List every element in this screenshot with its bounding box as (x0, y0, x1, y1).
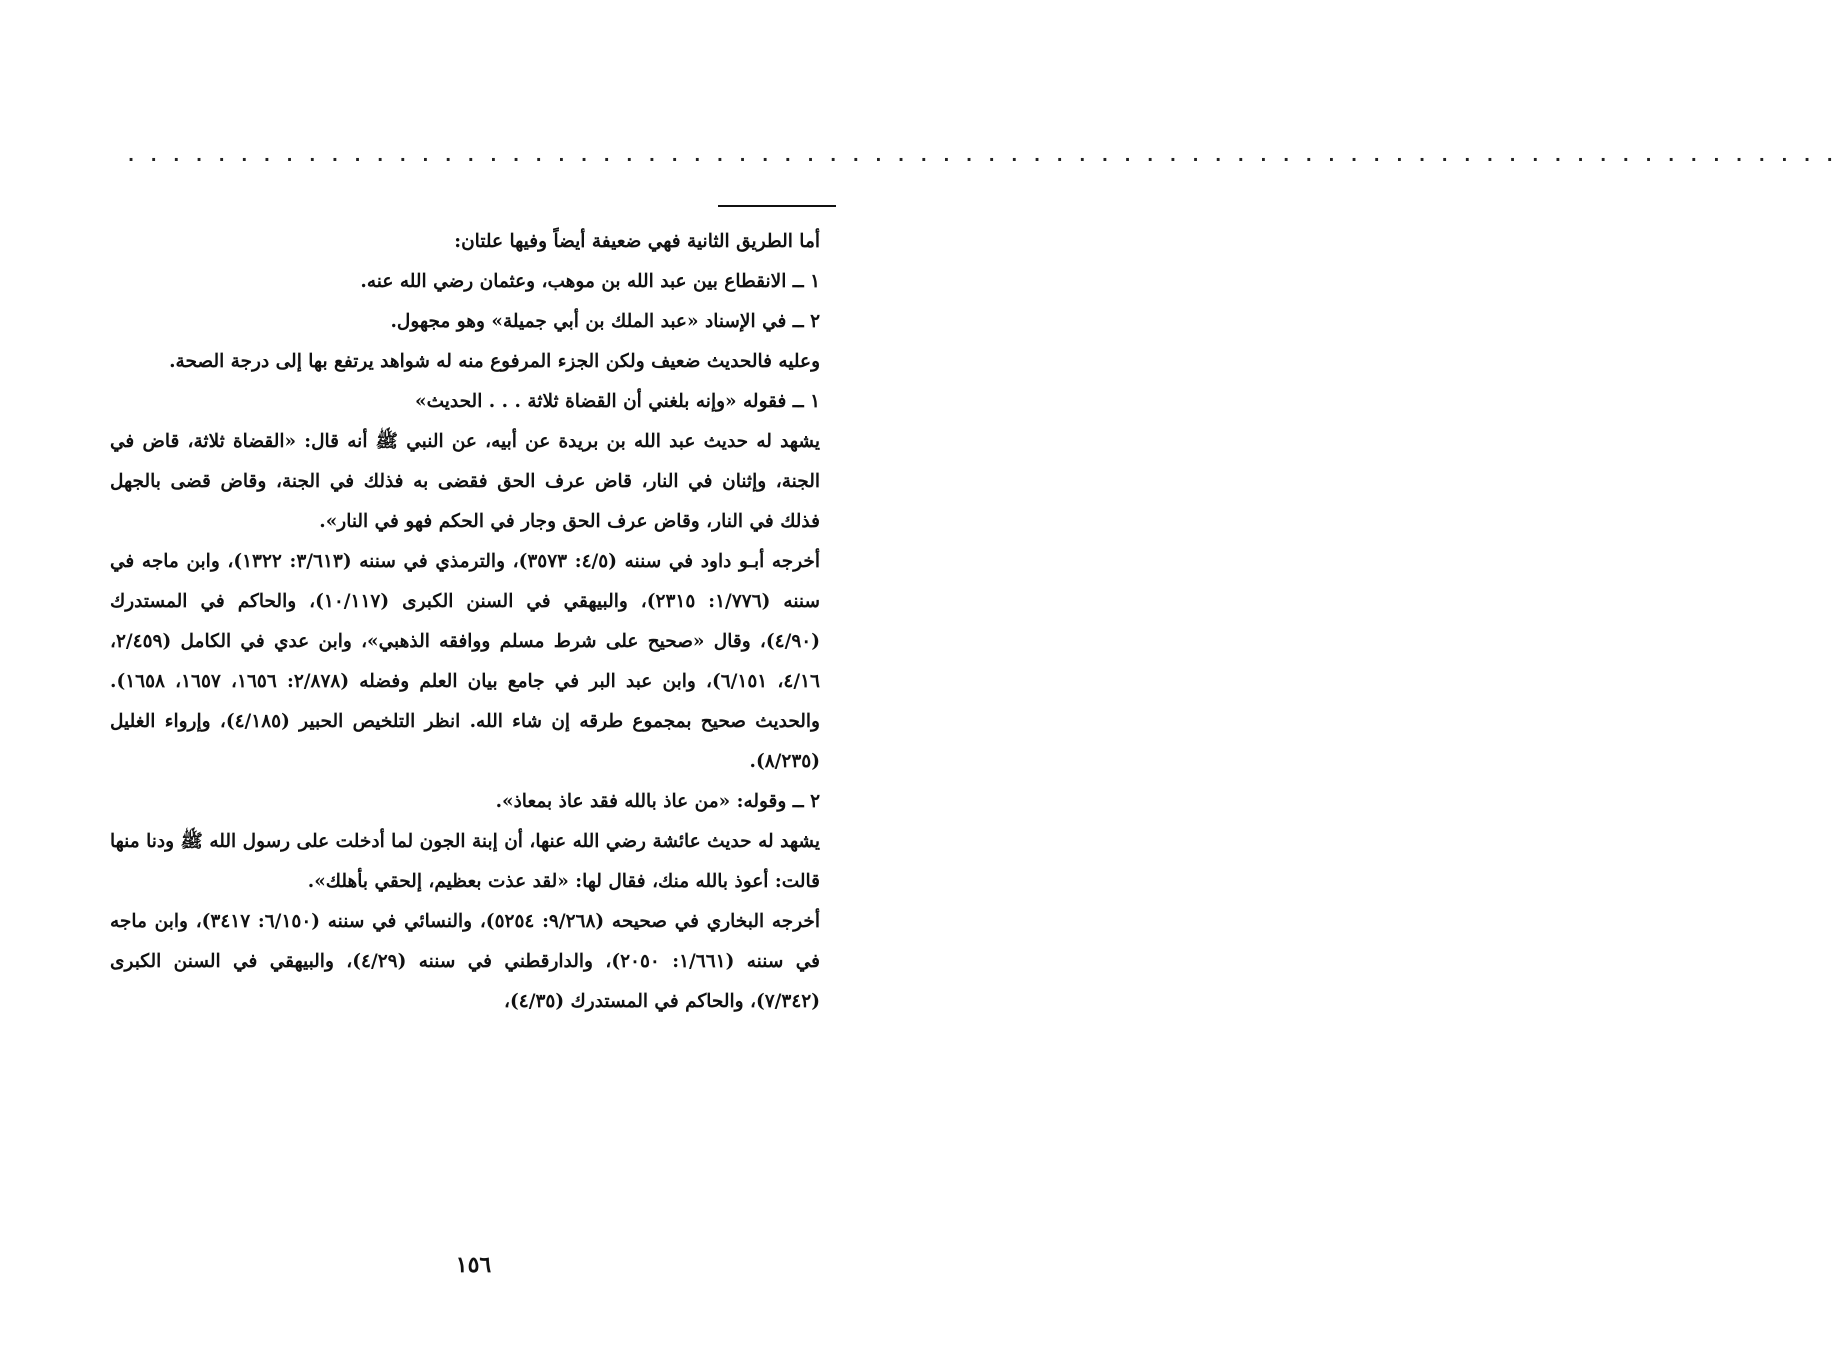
paragraph-second-route: أما الطريق الثانية فهي ضعيفة أيضاً وفيها علتان: (454, 231, 820, 252)
page-body (110, 222, 838, 1022)
footnote-rule (718, 205, 836, 207)
paragraph-conclusion: وعليه فالحديث ضعيف ولكن الجزء المرفوع منه له شواهد يرتفع بها إلى درجة الصحة. (169, 351, 820, 372)
paragraph-defect-2: ٢ ــ في الإسناد «عبد الملك بن أبي جميلة» وهو مجهول. (390, 311, 820, 332)
paragraph-sources-2: أخرجه البخاري في صحيحه (٩/٢٦٨: ٥٢٥٤)، والنسائي في سننه (٦/١٥٠: ٣٤١٧)، وابن ماجه في سننه (١/٦٦١: ٢٠٥٠)، والدارقطني في سننه (٤/٢٩)، والبيهقي في السنن الكبرى (٧/٣٤٢)، والحاكم في المستدرك (٤/٣٥)، (110, 911, 821, 1012)
paragraph-point-2: ٢ ــ وقوله: «من عاذ بالله فقد عاذ بمعاذ». (495, 791, 820, 812)
paragraph-witness-1: يشهد له حديث عبد الله بن بريدة عن أبيه، عن النبي ﷺ أنه قال: «القضاة ثلاثة، قاض في الجنة، وإثنان في النار، قاض عرف الحق فقضى به فذلك في الجنة، وقاض قضى بالجهل فذلك في النار، وقاض عرف الحق وجار في الحكم فهو في النار». (110, 431, 820, 532)
paragraph-witness-2: يشهد له حديث عائشة رضي الله عنها، أن إبنة الجون لما أدخلت على رسول الله ﷺ ودنا منها قالت: أعوذ بالله منك، فقال لها: «لقد عذت بعظيم، إلحقي بأهلك». (110, 831, 820, 892)
separator-dots: . . . . . . . . . . . . . . . . . . . . . . . . . . . . . . . . . . . . . . . . . . . . . . . . . . . . . . . . . . . . . . . . . . . . . . . . . . . . (128, 146, 1838, 165)
page-number: ١٥٦ (455, 1252, 492, 1278)
paragraph-point-1: ١ ــ فقوله «وإنه بلغني أن القضاة ثلاثة . . . الحديث» (415, 391, 820, 412)
paragraph-sources-1: أخرجه أبـو داود في سننه (٤/٥: ٣٥٧٣)، والترمذي في سننه (٣/٦١٣: ١٣٢٢)، وابن ماجه في سننه (١/٧٧٦: ٢٣١٥)، والبيهقي في السنن الكبرى (١٠/١١٧)، والحاكم في المستدرك (٤/٩٠)، وقال «صحيح على شرط مسلم ووافقه الذهبي»، وابن عدي في الكامل (٢/٤٥٩، ٤/١٦، ٦/١٥١)، وابن عبد البر في جامع بيان العلم وفضله (٢/٨٧٨: ١٦٥٦، ١٦٥٧، ١٦٥٨). والحديث صحيح بمجموع طرقه إن شاء الله. انظر التلخيص الحبير (٤/١٨٥)، وإرواء الغليل (٨/٢٣٥). (110, 551, 821, 772)
paragraph-defect-1: ١ ــ الانقطاع بين عبد الله بن موهب، وعثمان رضي الله عنه. (360, 271, 820, 292)
